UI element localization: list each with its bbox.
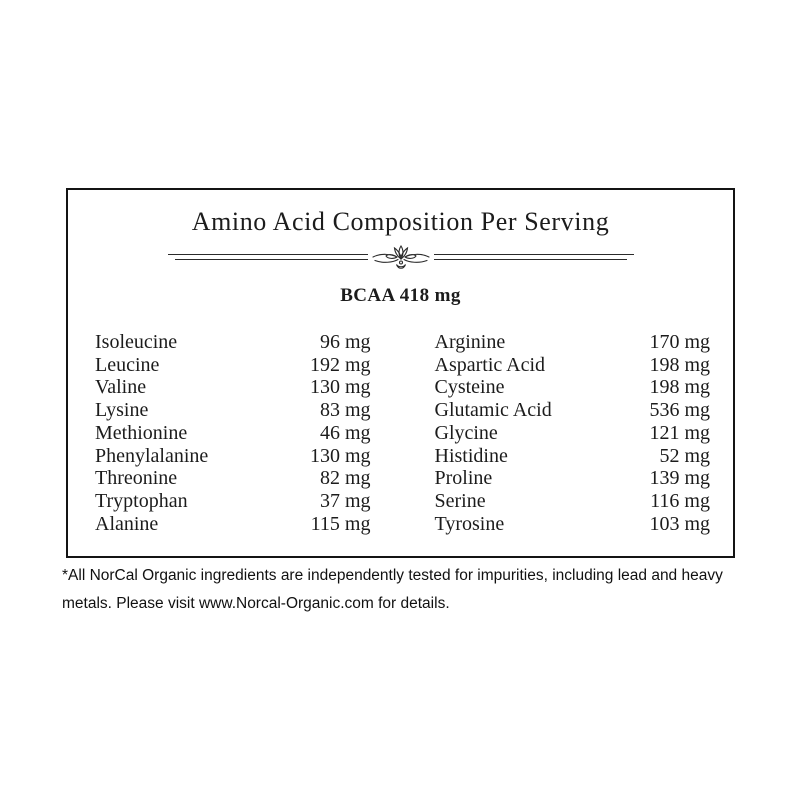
amino-row — [95, 467, 371, 490]
amino-name: Aspartic Acid — [434, 353, 546, 376]
amino-value: 52 mg — [659, 444, 710, 467]
amino-name: Histidine — [434, 444, 508, 467]
amino-row — [95, 354, 371, 377]
amino-value: 130 mg — [309, 376, 371, 399]
amino-row — [95, 445, 371, 468]
footnote-text: *All NorCal Organic ingredients are independently tested for impurities, including lead and heavy metals. Please visit www.Norcal-Organic.com for details. — [62, 567, 723, 612]
amino-row — [435, 422, 711, 445]
amino-value: 130 mg — [309, 444, 371, 467]
amino-name: Methionine — [95, 421, 188, 444]
amino-value: 198 mg — [649, 376, 710, 399]
amino-value: 83 mg — [319, 399, 371, 422]
amino-value: 170 mg — [649, 331, 710, 353]
amino-name: Tyrosine — [434, 512, 505, 535]
amino-value: 121 mg — [649, 421, 710, 444]
amino-name: Isoleucine — [95, 331, 178, 353]
amino-row — [95, 376, 371, 399]
amino-value: 198 mg — [649, 353, 710, 376]
lotus-flourish-icon — [368, 244, 434, 272]
amino-row — [435, 331, 711, 354]
amino-row — [95, 331, 371, 354]
amino-name: Leucine — [95, 353, 160, 376]
amino-value: 96 mg — [319, 331, 371, 353]
amino-value: 46 mg — [319, 421, 371, 444]
amino-row — [435, 399, 711, 422]
amino-row — [435, 467, 711, 490]
amino-name: Cysteine — [434, 376, 505, 399]
bcaa-total: BCAA 418 mg — [340, 285, 461, 306]
amino-name: Tryptophan — [95, 489, 188, 512]
decorative-divider — [168, 245, 634, 273]
amino-name: Threonine — [95, 467, 178, 490]
amino-name: Alanine — [95, 512, 159, 535]
amino-value: 116 mg — [650, 489, 710, 512]
amino-value: 37 mg — [319, 489, 371, 512]
amino-table-right — [435, 331, 711, 535]
amino-name: Proline — [434, 467, 493, 490]
amino-name: Lysine — [95, 399, 149, 422]
amino-acid-panel — [66, 188, 735, 558]
amino-table-left — [95, 331, 371, 535]
amino-value: 115 mg — [310, 512, 371, 535]
amino-value: 536 mg — [649, 399, 710, 422]
amino-value: 82 mg — [319, 467, 371, 490]
amino-row — [435, 490, 711, 513]
amino-row — [435, 376, 711, 399]
amino-name: Phenylalanine — [95, 444, 209, 467]
amino-name: Glycine — [434, 421, 498, 444]
amino-row — [95, 399, 371, 422]
amino-row — [95, 490, 371, 513]
amino-row — [95, 422, 371, 445]
amino-name: Glutamic Acid — [434, 399, 552, 422]
amino-row — [435, 445, 711, 468]
amino-value: 192 mg — [309, 353, 371, 376]
amino-name: Arginine — [434, 331, 506, 353]
amino-value: 103 mg — [649, 512, 710, 535]
amino-row — [435, 513, 711, 536]
amino-value: 139 mg — [649, 467, 710, 490]
amino-name: Serine — [434, 489, 486, 512]
amino-row — [95, 513, 371, 536]
amino-name: Valine — [95, 376, 147, 399]
amino-acid-table — [68, 307, 733, 535]
amino-row — [435, 354, 711, 377]
panel-title: Amino Acid Composition Per Serving — [191, 207, 610, 236]
